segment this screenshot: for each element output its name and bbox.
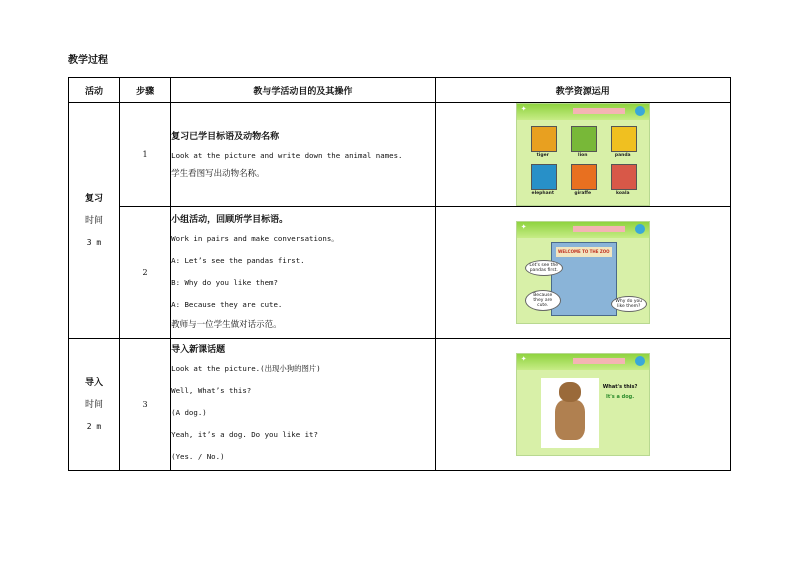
step-content <box>171 339 435 471</box>
globe-icon <box>635 356 645 366</box>
animal-label: koala <box>615 191 630 196</box>
step-line: A: Because they are cute. <box>171 299 283 309</box>
activity-lead-in <box>69 339 120 471</box>
step-line: 教师与一位学生做对话示范。 <box>171 319 282 330</box>
step-line: (Yes. / No.) <box>171 451 225 461</box>
step-line: (A dog.) <box>171 407 207 417</box>
zoo-sign: WELCOME TO THE ZOO <box>556 247 612 257</box>
panda-icon <box>611 126 637 152</box>
step-heading: 复习已学目标语及动物名称 <box>171 131 280 142</box>
animal-label: elephant <box>531 191 554 196</box>
dog-photo <box>541 378 599 448</box>
zoo-poster <box>551 242 617 316</box>
step-line: Work in pairs and make conversations。 <box>171 233 339 243</box>
slide-logo-icon: ✦ <box>520 223 527 231</box>
dog-icon <box>555 400 585 440</box>
header-resource: 教学资源运用 <box>435 78 730 103</box>
speech-bubble: Why do you like them? <box>611 296 647 312</box>
step-line: B: Why do you like them? <box>171 277 278 287</box>
step-line: A: Let’s see the pandas first. <box>171 255 305 265</box>
animal-label: panda <box>614 153 631 158</box>
step-line: 学生看图写出动物名称。 <box>171 168 265 179</box>
globe-icon <box>635 106 645 116</box>
section-title: 教学过程 <box>68 55 108 66</box>
dog-dialogue <box>603 382 638 402</box>
step-line: Well, What’s this? <box>171 385 252 395</box>
dog-question: What's this? <box>602 384 638 390</box>
step-line: Look at the picture and write down the animal names. <box>171 150 403 160</box>
step-heading: 导入新课话题 <box>171 344 226 355</box>
lesson-table <box>68 77 731 471</box>
step-line: Yeah, it’s a dog. Do you like it? <box>171 429 318 439</box>
step-content <box>171 103 435 207</box>
animal-label: giraffe <box>574 191 592 196</box>
activity-time-label: 时间 <box>85 215 104 226</box>
slide-animals <box>516 103 650 206</box>
resource-cell <box>435 103 730 207</box>
step-number: 2 <box>120 207 171 339</box>
slide-ribbon <box>573 226 625 232</box>
step-content <box>171 207 435 339</box>
activity-time-label: 时间 <box>85 399 104 410</box>
animal-label: lion <box>578 153 588 158</box>
slide-logo-icon: ✦ <box>520 355 527 363</box>
speech-bubble: Let's see the pandas first. <box>525 260 563 276</box>
header-activity: 活动 <box>69 78 120 103</box>
step-number: 1 <box>120 103 171 207</box>
activity-name: 导入 <box>85 377 104 388</box>
table-row <box>69 103 731 207</box>
header-step: 步骤 <box>120 78 171 103</box>
slide-logo-icon: ✦ <box>520 105 527 113</box>
resource-cell <box>435 207 730 339</box>
step-number: 3 <box>120 339 171 471</box>
slide-ribbon <box>573 108 625 114</box>
dog-answer: It's a dog. <box>606 394 635 400</box>
step-heading: 小组活动，回顾所学目标语。 <box>171 214 289 225</box>
animal-label: tiger <box>536 153 549 158</box>
table-row <box>69 207 731 339</box>
activity-review <box>69 103 120 339</box>
resource-cell <box>435 339 730 471</box>
table-row <box>69 339 731 471</box>
globe-icon <box>635 224 645 234</box>
dog-head-icon <box>559 382 581 402</box>
activity-duration: 2 m <box>86 421 102 431</box>
step-line: Look at the picture.(出现小狗的图片) <box>171 363 321 373</box>
speech-bubble: Because they are cute. <box>525 290 561 311</box>
lion-icon <box>571 126 597 152</box>
activity-duration: 3 m <box>86 237 102 247</box>
header-operation: 教与学活动目的及其操作 <box>171 78 435 103</box>
slide-dog <box>516 353 650 456</box>
koala-icon <box>611 164 637 190</box>
activity-name: 复习 <box>85 193 104 204</box>
slide-zoo-dialogue <box>516 221 650 324</box>
slide-ribbon <box>573 358 625 364</box>
elephant-icon <box>531 164 557 190</box>
giraffe-icon <box>571 164 597 190</box>
tiger-icon <box>531 126 557 152</box>
table-header-row <box>69 78 731 103</box>
